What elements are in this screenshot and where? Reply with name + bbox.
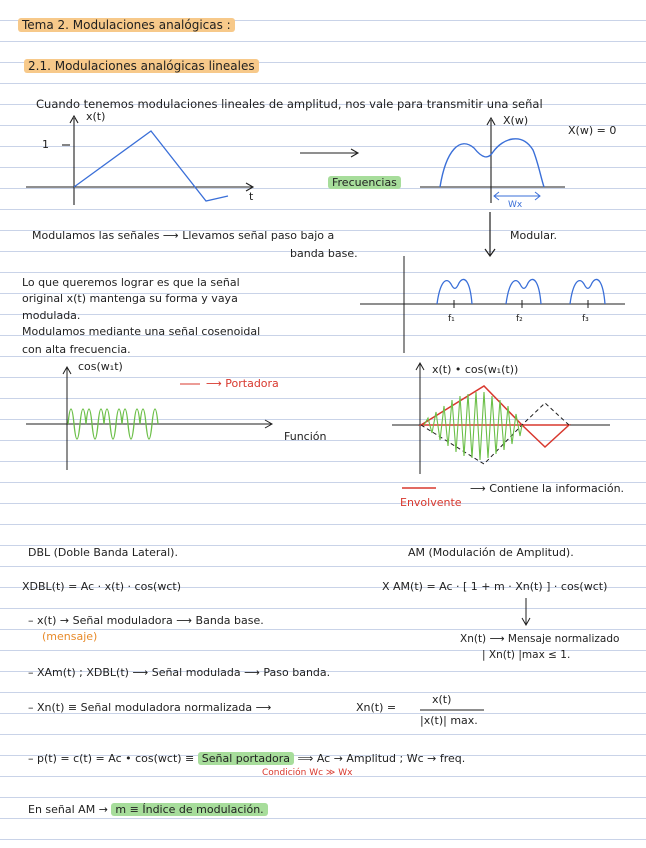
- section-title: 2.1. Modulaciones analógicas lineales: [24, 59, 259, 73]
- am-title: AM (Modulación de Amplitud).: [408, 546, 574, 559]
- funcion-label: Función: [284, 430, 327, 443]
- modulated-wave: [424, 392, 522, 460]
- xn-formula-den: |x(t)| max.: [420, 714, 478, 727]
- replicas-axes: [360, 256, 625, 353]
- freq-label-2: f₂: [516, 314, 523, 324]
- m-prefix: En señal AM →: [28, 803, 108, 816]
- goal-line-3: modulada.: [22, 309, 81, 322]
- modulate-text: Modulamos las señales ⟶ Llevamos señal paso bajo a: [32, 229, 335, 242]
- graph1-ylabel: x(t): [86, 110, 106, 123]
- product-label: x(t) • cos(w₁(t)): [432, 363, 519, 376]
- cos-label: cos(w₁t): [78, 360, 123, 373]
- modular-text: Modular.: [510, 229, 557, 242]
- graph2-axes: [420, 118, 565, 203]
- frequencies-arrow: [300, 149, 358, 157]
- xn-condition: | Xn(t) |max ≤ 1.: [482, 649, 571, 661]
- bandwidth-label: Wx: [508, 200, 523, 210]
- intro-text: Cuando tenemos modulaciones lineales de amplitud, nos vale para transmitir una señal: [36, 97, 543, 111]
- goal-line-4: Modulamos mediante una señal cosenoidal: [22, 325, 261, 338]
- freq-label-3: f₃: [582, 314, 589, 324]
- xn-formula-num: x(t): [432, 693, 452, 706]
- pt-prefix: – p(t) = c(t) = Ac • cos(wct) ≡: [28, 752, 195, 765]
- graph2-ylabel: X(w): [503, 114, 529, 127]
- topic-title: Tema 2. Modulaciones analógicas :: [18, 18, 235, 32]
- xam-line: – XAm(t) ; XDBL(t) ⟶ Señal modulada ⟶ Paso banda.: [28, 666, 331, 679]
- mensaje-label: (mensaje): [42, 630, 98, 643]
- graph1-xlabel: t: [249, 190, 254, 203]
- bandwidth-arrow: [494, 192, 540, 200]
- dbl-title: DBL (Doble Banda Lateral).: [28, 546, 178, 559]
- carrier-axes: [26, 367, 272, 470]
- dbl-equation: XDBL(t) = Ac · x(t) · cos(wct): [22, 580, 182, 593]
- xt-line: – x(t) → Señal moduladora ⟶ Banda base.: [28, 614, 264, 627]
- graph1-ytick: 1: [42, 138, 49, 151]
- banda-base-text: banda base.: [290, 247, 358, 260]
- freq-label-1: f₁: [448, 314, 455, 324]
- pt-suffix: ⟹ Ac → Amplitud ; Wc → freq.: [297, 752, 466, 765]
- goal-line-5: con alta frecuencia.: [22, 343, 131, 356]
- goal-line-2: original x(t) mantenga su forma y vaya: [22, 292, 238, 305]
- graph1-signal: [74, 131, 228, 201]
- xn-formula-lhs: Xn(t) =: [356, 701, 397, 714]
- xn-message: Xn(t) ⟶ Mensaje normalizado: [460, 633, 620, 645]
- envolvente-label: Envolvente: [400, 496, 462, 509]
- modular-arrow: [485, 212, 495, 256]
- goal-line-1: Lo que queremos lograr es que la señal: [22, 276, 240, 289]
- portadora-label: ⟶ Portadora: [206, 377, 279, 390]
- graph1-axes: [26, 116, 253, 205]
- frequencies-label: Frecuencias: [328, 176, 401, 190]
- replicas-spectra: [437, 279, 605, 304]
- xn-line: – Xn(t) ≡ Señal moduladora normalizada ⟶: [28, 701, 272, 714]
- am-arrow: [522, 598, 530, 625]
- graph2-equation: X(w) = 0: [568, 124, 617, 137]
- graph2-spectrum: [440, 139, 544, 187]
- am-equation: X AM(t) = Ac · [ 1 + m · Xn(t) ] · cos(wct): [382, 580, 608, 593]
- m-highlight: m ≡ Índice de modulación.: [111, 803, 267, 816]
- condition-label: Condición Wc ≫ Wx: [262, 768, 353, 778]
- contiene-label: ⟶ Contiene la información.: [470, 482, 625, 495]
- pt-highlight: Señal portadora: [198, 752, 294, 765]
